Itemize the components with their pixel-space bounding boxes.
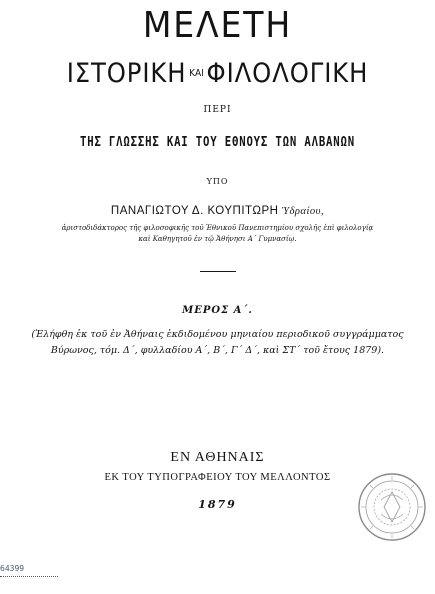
divider-rule — [200, 271, 236, 272]
title-line-2 — [22, 60, 414, 87]
shelf-mark-underline — [0, 576, 58, 577]
imprint-year: 1879 — [198, 498, 237, 511]
source-note-line-2: Βύρωνος, τόμ. Δ΄, φυλλαδίου Α΄, Β΄, Γ΄ Δ΄, καὶ ΣΤ΄ τοῦ ἔτους 1879). — [50, 345, 385, 356]
author-description-line-2: καὶ Καθηγητοῦ ἐν τῷ Ἀθήνησι Α΄ Γυμνασίῳ. — [138, 235, 297, 243]
author-description-line-1: ἀριστοδιδάκτορος τῆς φιλοσοφικῆς τοῦ Ἐθνικοῦ Πανεπιστημίου σχολῆς ἐπὶ φιλολογίᾳ — [61, 224, 374, 232]
imprint-place: ΕΝ ΑΘΗΝΑΙΣ — [170, 450, 265, 465]
title-conjunction: ΚΑΙ — [189, 68, 204, 79]
imprint-printer: ΕΚ ΤΟΥ ΤΥΠΟΓΡΑΦΕΙΟΥ ΤΟΥ ΜΕΛΛΟΝΤΟΣ — [104, 472, 331, 483]
author-line — [0, 206, 435, 218]
source-note-line-1: (Ἐλήφθη ἐκ τοῦ ἐν Ἀθήναις ἐκδιδομένου μηνιαίου περιοδικοῦ συγγράμματος — [31, 329, 404, 340]
library-stamp-icon — [355, 470, 429, 544]
title-word-philological: ΦΙΛΟΛΟΓΙΚΗ — [206, 58, 369, 89]
shelf-mark: 64399 — [0, 564, 25, 573]
author-name: ΠΑΝΑΓΙΩΤΟΥ Δ. ΚΟΥΠΙΤΩΡΗ — [110, 205, 279, 217]
part-heading: ΜΕΡΟΣ Α΄. — [182, 305, 253, 316]
title-word-historical: ΙΣΤΟΡΙΚΗ — [66, 58, 187, 89]
title-line-1: ΜΕΛΕΤΗ — [142, 5, 293, 46]
subject-line: ΤΗΣ ΓΛΩΣΣΗΣ ΚΑΙ ΤΟΥ ΕΘΝΟΥΣ ΤΩΝ ΑΛΒΑΝΩΝ — [79, 135, 356, 150]
preposition-ypo: ΥΠΟ — [206, 177, 229, 186]
preposition-peri: ΠΕΡΙ — [203, 105, 232, 115]
author-origin: Ὑδραίου, — [282, 206, 325, 217]
